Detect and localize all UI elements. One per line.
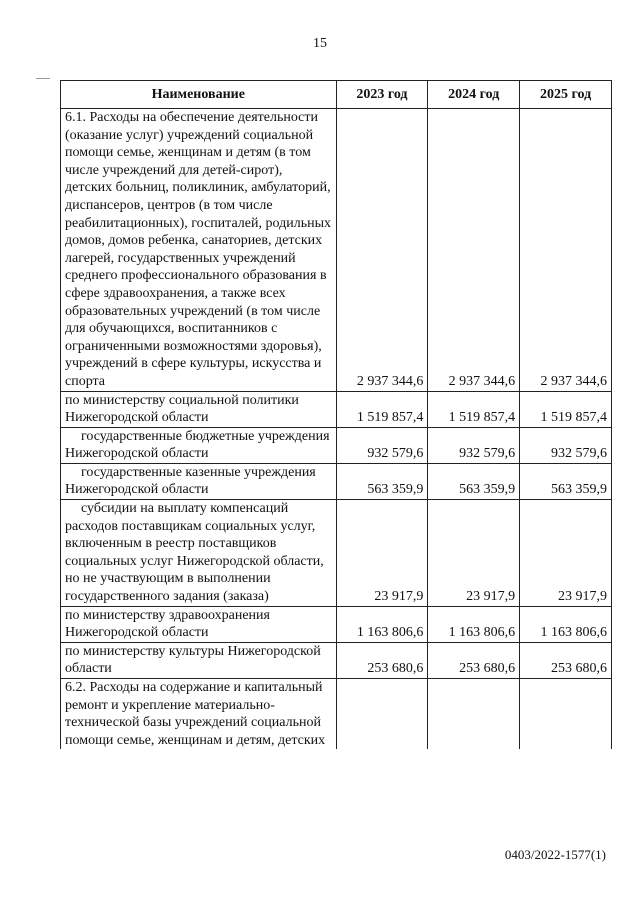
header-2024: 2024 год (428, 81, 520, 109)
row-value-2024: 253 680,6 (428, 642, 520, 678)
row-value-2023: 253 680,6 (336, 642, 428, 678)
row-value-2024: 1 519 857,4 (428, 391, 520, 427)
row-value-2025: 2 937 344,6 (520, 109, 612, 392)
table-row (61, 606, 612, 642)
table-row (61, 642, 612, 678)
row-value-2024: 23 917,9 (428, 500, 520, 607)
row-value-2025: 23 917,9 (520, 500, 612, 607)
row-name: 6.1. Расходы на обеспечение деятельности (оказание услуг) учреждений социальной помощи семье, женщинам и детям (в том числе учреждений для детей-сирот), детских больниц, поликлиник, амбулаторий, диспансеров, центров (в том числе реабилитационных), госпиталей, родильных домов, домов ребенка, санаториев, детских лагерей, государственных учреждений среднего профессионального образования в сфере здравоохранения, а также всех образовательных учреждений (в том числе для обучающихся, воспитанников с ограниченными возможностями здоровья), учреждений в сфере культуры, искусства и спорта (61, 109, 337, 392)
header-2023: 2023 год (336, 81, 428, 109)
row-value-2024: 932 579,6 (428, 427, 520, 463)
row-name: субсидии на выплату компенсаций расходов поставщикам социальных услуг, включенным в реестр поставщиков социальных услуг Нижегородской области, но не участвующим в выполнении государственного задания (заказа) (61, 500, 337, 607)
row-value-2025: 932 579,6 (520, 427, 612, 463)
row-value-2024: 2 937 344,6 (428, 109, 520, 392)
row-value-2025: 1 519 857,4 (520, 391, 612, 427)
row-value-2023: 23 917,9 (336, 500, 428, 607)
table-row (61, 500, 612, 607)
row-value-2025: 1 163 806,6 (520, 606, 612, 642)
row-value-2023: 2 937 344,6 (336, 109, 428, 392)
row-value-2024: 563 359,9 (428, 463, 520, 499)
row-value-2024 (428, 679, 520, 750)
table-row (61, 109, 612, 392)
page-number: 15 (313, 36, 327, 51)
header-2025: 2025 год (520, 81, 612, 109)
row-value-2025 (520, 679, 612, 750)
row-value-2025: 563 359,9 (520, 463, 612, 499)
table-header-row (61, 81, 612, 109)
table-row (61, 391, 612, 427)
row-name: по министерству социальной политики Нижегородской области (61, 391, 337, 427)
row-value-2024: 1 163 806,6 (428, 606, 520, 642)
scan-artifact-line (36, 78, 50, 79)
table-row (61, 463, 612, 499)
row-name: по министерству здравоохранения Нижегородской области (61, 606, 337, 642)
row-value-2025: 253 680,6 (520, 642, 612, 678)
row-name: государственные бюджетные учреждения Нижегородской области (61, 427, 337, 463)
row-value-2023 (336, 679, 428, 750)
row-value-2023: 563 359,9 (336, 463, 428, 499)
row-value-2023: 932 579,6 (336, 427, 428, 463)
row-name: 6.2. Расходы на содержание и капитальный ремонт и укрепление материально-технической базы учреждений социальной помощи семье, женщинам и детям, детских (61, 679, 337, 750)
row-name: по министерству культуры Нижегородской области (61, 642, 337, 678)
table-row (61, 427, 612, 463)
row-value-2023: 1 163 806,6 (336, 606, 428, 642)
document-code: 0403/2022-1577(1) (504, 847, 606, 862)
row-name: государственные казенные учреждения Нижегородской области (61, 463, 337, 499)
table-row (61, 679, 612, 750)
header-name: Наименование (61, 81, 337, 109)
budget-table (60, 80, 612, 749)
row-value-2023: 1 519 857,4 (336, 391, 428, 427)
